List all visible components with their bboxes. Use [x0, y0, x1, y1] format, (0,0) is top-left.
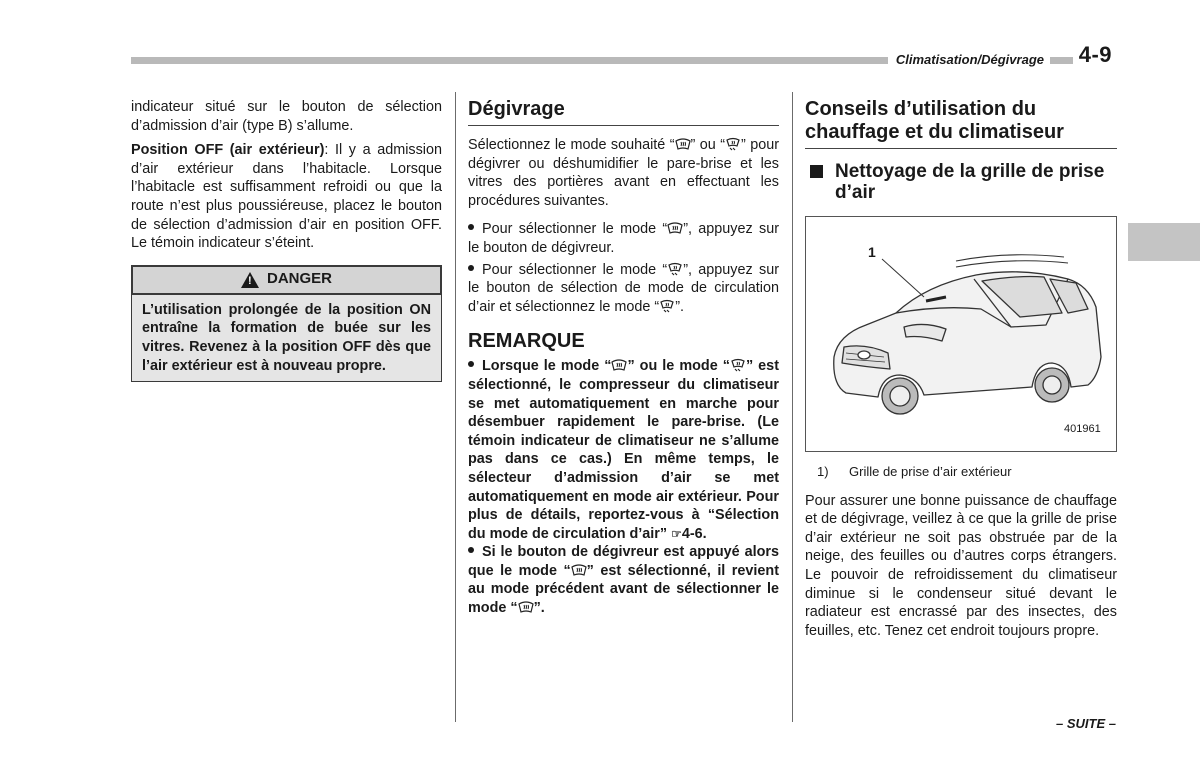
paragraph: Pour assurer une bonne puissance de chauffage et de dégivrage, veillez à ce que la grille de prise d’air extérieur ne soit pas obstruée par de la neige, des feuilles ou d’autres corps étrangers. Le pouvoir de refroidissement du climatiseur diminue si le condenseur situé devant le radiateur est encrassé par des insectes, des feuilles, etc. Tenez cet endroit toujours propre. — [805, 492, 1117, 639]
page-number: 4-9 — [1073, 42, 1116, 68]
column-2 — [468, 98, 779, 618]
section-heading: Dégivrage — [468, 98, 565, 120]
remark-block — [468, 357, 779, 617]
list-item: Pour sélectionner le mode “ ”, appuyez sur le bouton de sélection de mode de circulation d’air et sélectionnez le mode “ ”. — [468, 261, 779, 315]
figure-code: 401961 — [1064, 423, 1101, 435]
remark-heading: REMARQUE — [468, 330, 585, 353]
windshield-defrost-icon — [611, 358, 627, 372]
car-illustration — [806, 217, 1116, 451]
figure-callout: 1 — [868, 244, 876, 260]
remark-item: Si le bouton de dégivreur est appuyé alors que le mode “ ” est sélectionné, il revient au mode précédent avant de sélectionner le mode “ ”. — [468, 544, 779, 617]
paragraph: indicateur situé sur le bouton de sélection d’admission d’air (type B) s’allume. — [131, 99, 442, 134]
windshield-defrost-icon — [675, 137, 691, 151]
foot-defrost-icon — [730, 358, 746, 372]
figure-caption — [805, 463, 1117, 482]
off-label: Position OFF (air extérieur) — [131, 142, 325, 159]
danger-text: L’utilisation prolongée de la position ON entraîne la formation de buée sur les vitres. Revenez à la position OFF dès que l’air extérieur est à nouveau propre. — [142, 301, 431, 374]
subsection-heading: Nettoyage de la grille de prise d’air — [805, 161, 1117, 203]
section-title: Climatisation/Dégivrage — [888, 52, 1050, 67]
caption-number: 1) — [817, 464, 829, 479]
warning-triangle-icon: ! — [241, 272, 259, 288]
foot-defrost-icon — [725, 137, 741, 151]
caption-text: Grille de prise d’air extérieur — [849, 464, 1012, 479]
danger-title: DANGER — [266, 270, 332, 288]
foot-defrost-icon — [659, 299, 675, 313]
danger-box — [131, 295, 442, 382]
column-divider — [792, 92, 793, 722]
heading-rule — [468, 125, 779, 126]
intro-paragraph: Sélectionnez le mode souhaité “ ” ou “ ” pour dégivrer ou déshumidifier le pare-brise et les vitres des portières avant en effectuant les procédures suivantes. — [468, 137, 780, 209]
page-reference-icon: ☞ — [671, 526, 682, 541]
column-divider — [455, 92, 456, 722]
continued-marker: – SUITE – — [1056, 716, 1116, 731]
windshield-defrost-icon — [667, 221, 683, 235]
paragraph-off — [131, 141, 442, 253]
heading-rule — [805, 148, 1117, 149]
danger-header — [131, 265, 442, 295]
column-1 — [131, 98, 442, 382]
off-text: : Il y a admission d’air extérieur dans l’habitacle. Lorsque l’habitacle est suffisamment refroidi ou que la route n’est plus poussiéreuse, placez le bouton de sélection d’admission d’air en position OFF. Le témoin indicateur s’éteint. — [131, 142, 443, 252]
windshield-defrost-icon — [518, 600, 534, 614]
chapter-tab — [1128, 223, 1200, 261]
foot-defrost-icon — [667, 262, 683, 276]
section-heading: Conseils d’utilisation du chauffage et du climatiseur — [805, 98, 1064, 143]
remark-item: Lorsque le mode “ ” ou le mode “ ” est sélectionné, le compresseur du climatiseur se met automatiquement en marche pour désembuer rapidement le pare-brise. (Le témoin indicateur de climatiseur ne s’allume pas dans ce cas.) En même temps, le sélecteur d’admission d’air se met automatiquement en mode air extérieur. Pour plus de détails, reportez-vous à “Sélection du mode de circulation d’air” ☞4-6. — [468, 358, 779, 542]
list-item: Pour sélectionner le mode “ ”, appuyez sur le bouton de dégivreur. — [468, 221, 779, 256]
column-3 — [805, 98, 1117, 640]
car-figure — [805, 216, 1117, 452]
windshield-defrost-icon — [571, 563, 587, 577]
square-bullet-icon — [810, 165, 823, 178]
